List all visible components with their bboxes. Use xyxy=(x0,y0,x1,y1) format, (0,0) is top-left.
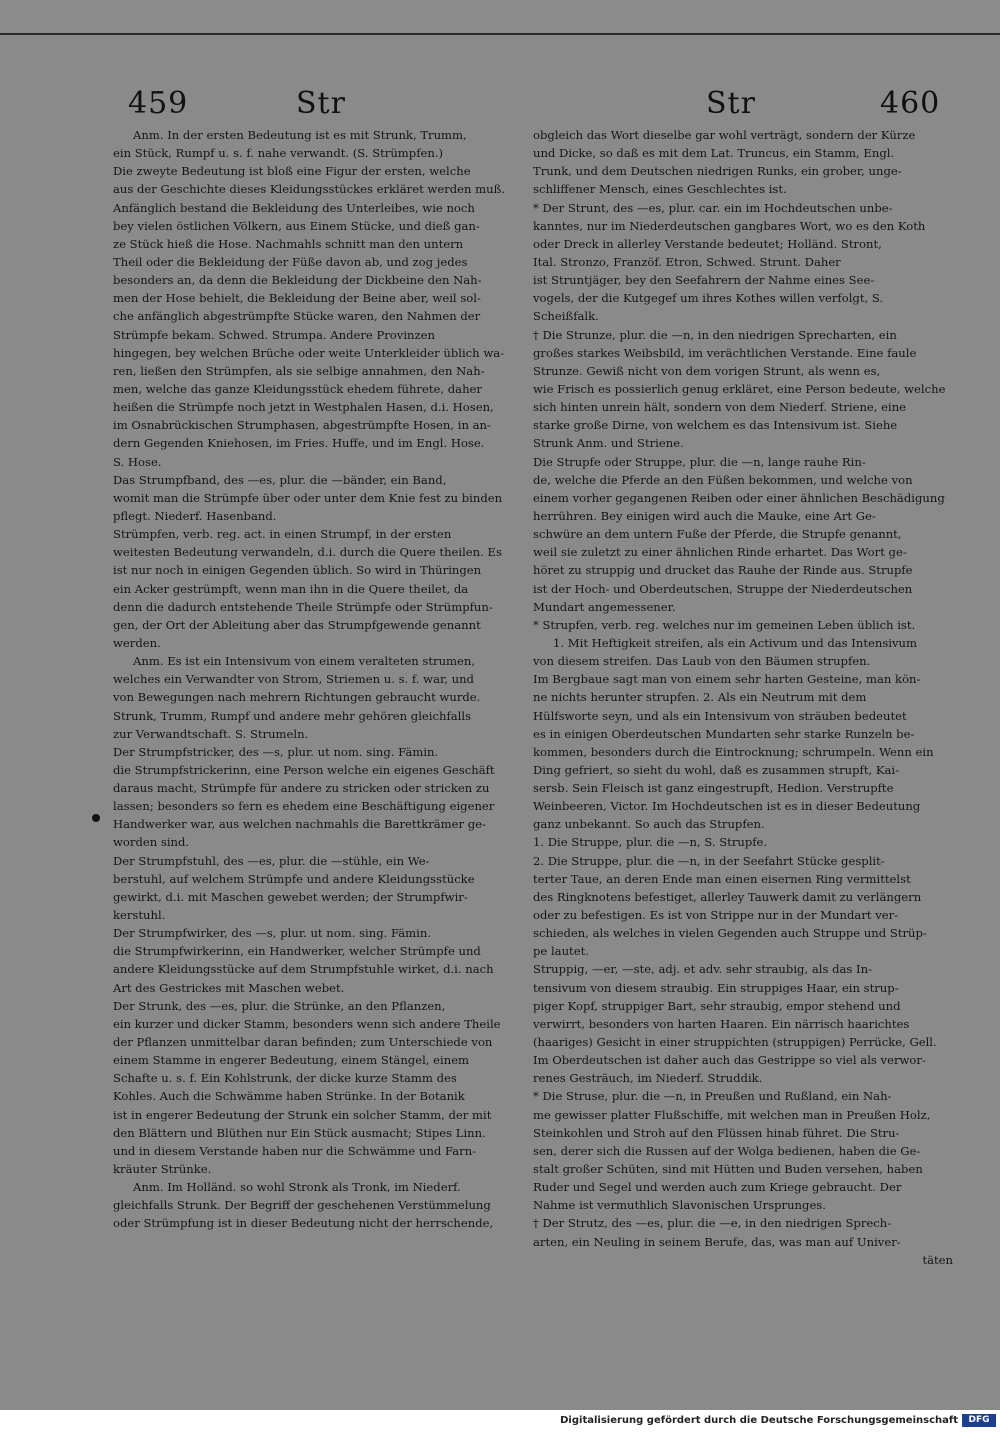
text-line: me gewisser platter Flußschiffe, mit welchen man in Preußen Holz, xyxy=(533,1107,931,1122)
text-line: schwüre an dem untern Fuße der Pferde, die Strupfe genannt, xyxy=(533,527,902,542)
text-line: im Osnabrückischen Strumphasen, abgestrümpfte Hosen, in an- xyxy=(113,418,491,433)
text-line: sersb. Sein Fleisch ist ganz eingestrupft, Hedion. Verstrupfte xyxy=(533,781,894,796)
text-line: † Die Strunze, plur. die —n, in den niedrigen Sprecharten, ein xyxy=(533,327,897,342)
header-word-left: Str xyxy=(296,86,346,121)
text-line: Theil oder die Bekleidung der Füße davon ab, und zog jedes xyxy=(113,254,468,269)
text-line: 2. Die Struppe, plur. die —n, in der Seefahrt Stücke gesplit- xyxy=(533,853,885,868)
text-line: Anm. Im Holländ. so wohl Stronk als Tronk, im Niederf. xyxy=(133,1180,461,1195)
text-line: kerstuhl. xyxy=(113,908,166,923)
page-number-right: 460 xyxy=(880,86,941,121)
text-line: renes Gesträuch, im Niederf. Struddik. xyxy=(533,1071,763,1086)
header-word-right: Str xyxy=(706,86,756,121)
funding-credit: Digitalisierung gefördert durch die Deutsche Forschungsgemeinschaft xyxy=(560,1415,958,1426)
text-line: piger Kopf, struppiger Bart, sehr straubig, empor stehend und xyxy=(533,998,901,1013)
text-line: pe lautet. xyxy=(533,944,589,959)
text-line: denn die dadurch entstehende Theile Strümpfe oder Strümpfun- xyxy=(113,599,493,614)
text-line: ist der Hoch- und Oberdeutschen, Struppe der Niederdeutschen xyxy=(533,581,913,596)
text-line: * Der Strunt, des —es, plur. car. ein im Hochdeutschen unbe- xyxy=(533,200,893,215)
text-line: Trunk, und dem Deutschen niedrigen Runks, ein grober, unge- xyxy=(533,164,902,179)
text-line: ren, ließen den Strümpfen, als sie selbige annahmen, den Nah- xyxy=(113,363,485,378)
text-line: 1. Mit Heftigkeit streifen, als ein Activum und das Intensivum xyxy=(553,635,917,650)
text-line: terter Taue, an deren Ende man einen eisernen Ring vermittelst xyxy=(533,871,911,886)
text-line: de, welche die Pferde an den Füßen bekommen, und welche von xyxy=(533,472,913,487)
text-line: von diesem streifen. Das Laub von den Bäumen strupfen. xyxy=(533,654,871,669)
text-line: aus der Geschichte dieses Kleidungsstückes erkläret werden muß. xyxy=(113,182,506,197)
page-edge-line xyxy=(0,33,1000,35)
text-line: men, welche das ganze Kleidungsstück ehedem führete, daher xyxy=(113,381,482,396)
text-line: * Strupfen, verb. reg. welches nur im gemeinen Leben üblich ist. xyxy=(533,617,916,632)
text-line: men der Hose behielt, die Bekleidung der Beine aber, weil sol- xyxy=(113,291,481,306)
text-line: oder Strümpfung ist in dieser Bedeutung nicht der herrschende, xyxy=(113,1216,494,1231)
text-line: Strümpfen, verb. reg. act. in einen Strumpf, in der ersten xyxy=(113,527,452,542)
text-line: oder zu befestigen. Es ist von Strippe nur in der Mundart ver- xyxy=(533,908,899,923)
text-line: berstuhl, auf welchem Strümpfe und andere Kleidungsstücke xyxy=(113,871,475,886)
text-line: des Ringknotens befestiget, allerley Tauwerk damit zu verlängern xyxy=(533,889,922,904)
margin-ink-mark xyxy=(92,814,100,822)
text-line: täten xyxy=(922,1252,953,1267)
right-column xyxy=(533,126,953,1269)
text-line: schieden, als welches in vielen Gegenden auch Struppe und Strüp- xyxy=(533,926,927,941)
text-line: gewirkt, d.i. mit Maschen gewebet werden; der Strumpfwir- xyxy=(113,889,468,904)
text-line: die Strumpfwirkerinn, ein Handwerker, welcher Strümpfe und xyxy=(113,944,481,959)
text-line: ganz unbekannt. So auch das Strupfen. xyxy=(533,817,765,832)
text-line: der Pflanzen unmittelbar daran befinden; zum Unterschiede von xyxy=(113,1035,493,1050)
text-line: ist Struntjäger, bey den Seefahrern der Nahme eines See- xyxy=(533,273,875,288)
text-line: (haariges) Gesicht in einer struppichten (struppigen) Perrücke, Gell. xyxy=(533,1035,937,1050)
text-line: einem vorher gegangenen Reiben oder einer ähnlichen Beschädigung xyxy=(533,490,945,505)
text-line: werden. xyxy=(113,635,161,650)
text-line: 1. Die Struppe, plur. die —n, S. Strupfe. xyxy=(533,835,768,850)
text-line: Scheißfalk. xyxy=(533,309,599,324)
text-line: bey vielen östlichen Völkern, aus Einem Stücke, und dieß gan- xyxy=(113,218,480,233)
text-line: Anfänglich bestand die Bekleidung des Unterleibes, wie noch xyxy=(113,200,475,215)
text-line: S. Hose. xyxy=(113,454,162,469)
text-line: Ding gefriert, so sieht du wohl, daß es zusammen strupft, Kai- xyxy=(533,762,900,777)
text-line: Ruder und Segel und werden auch zum Kriege gebraucht. Der xyxy=(533,1180,902,1195)
text-line: dern Gegenden Kniehosen, im Fries. Huffe, und im Engl. Hose. xyxy=(113,436,485,451)
text-line: Das Strumpfband, des —es, plur. die —bänder, ein Band, xyxy=(113,472,447,487)
text-line: Anm. Es ist ein Intensivum von einem veralteten strumen, xyxy=(133,654,476,669)
text-line: von Bewegungen nach mehrern Richtungen gebraucht wurde. xyxy=(113,690,481,705)
left-column xyxy=(113,126,523,1233)
text-line: verwirrt, besonders von harten Haaren. Ein närrisch haarichtes xyxy=(533,1016,910,1031)
text-line: Strunk Anm. und Striene. xyxy=(533,436,684,451)
text-line: gleichfalls Strunk. Der Begriff der geschehenen Verstümmelung xyxy=(113,1198,491,1213)
text-line: hingegen, bey welchen Brüche oder weite Unterkleider üblich wa- xyxy=(113,345,505,360)
text-line: daraus macht, Strümpfe für andere zu stricken oder stricken zu xyxy=(113,781,490,796)
text-line: † Der Strutz, des —es, plur. die —e, in den niedrigen Sprech- xyxy=(533,1216,892,1231)
text-line: die Strumpfstrickerinn, eine Person welche ein eigenes Geschäft xyxy=(113,762,495,777)
text-line: Art des Gestrickes mit Maschen webet. xyxy=(113,980,345,995)
text-line: Mundart angemessener. xyxy=(533,599,676,614)
text-line: ein Acker gestrümpft, wenn man ihn in die Quere theilet, da xyxy=(113,581,469,596)
text-line: womit man die Strümpfe über oder unter dem Knie fest zu binden xyxy=(113,490,503,505)
text-line: Der Strumpfstuhl, des —es, plur. die —stühle, ein We- xyxy=(113,853,430,868)
text-line: kommen, besonders durch die Eintrocknung; schrumpeln. Wenn ein xyxy=(533,744,934,759)
page-top-edge xyxy=(0,0,1000,30)
text-line: stalt großer Schüten, sind mit Hütten und Buden versehen, haben xyxy=(533,1162,923,1177)
text-line: großes starkes Weibsbild, im verächtlichen Verstande. Eine faule xyxy=(533,345,917,360)
text-line: vogels, der die Kutgegef um ihres Kothes willen verfolgt, S. xyxy=(533,291,884,306)
footer-bar xyxy=(0,1410,1000,1432)
text-line: heißen die Strümpfe noch jetzt in Westphalen Hasen, d.i. Hosen, xyxy=(113,400,494,415)
text-line: Der Strunk, des —es, plur. die Strünke, an den Pflanzen, xyxy=(113,998,446,1013)
text-line: Der Strumpfstricker, des —s, plur. ut nom. sing. Fämin. xyxy=(113,744,439,759)
text-line: Ital. Stronzo, Franzöf. Etron, Schwed. Strunt. Daher xyxy=(533,254,841,269)
text-line: höret zu struppig und drucket das Rauhe der Rinde aus. Strupfe xyxy=(533,563,913,578)
text-line: Struppig, —er, —ste, adj. et adv. sehr straubig, als das In- xyxy=(533,962,873,977)
text-line: ein kurzer und dicker Stamm, besonders wenn sich andere Theile xyxy=(113,1016,501,1031)
text-line: kanntes, nur im Niederdeutschen gangbares Wort, wo es den Koth xyxy=(533,218,926,233)
text-line: und in diesem Verstande haben nur die Schwämme und Farn- xyxy=(113,1143,477,1158)
text-line: worden sind. xyxy=(113,835,190,850)
text-line: Kohles. Auch die Schwämme haben Strünke. In der Botanik xyxy=(113,1089,465,1104)
text-line: Nahme ist vermuthlich Slavonischen Ursprunges. xyxy=(533,1198,826,1213)
text-line: sen, derer sich die Russen auf der Wolga bedienen, haben die Ge- xyxy=(533,1143,921,1158)
text-line: tensivum von diesem straubig. Ein struppiges Haar, ein strup- xyxy=(533,980,899,995)
text-line: ein Stück, Rumpf u. s. f. nahe verwandt. (S. Strümpfen.) xyxy=(113,146,444,161)
page-number-left: 459 xyxy=(128,86,189,121)
text-line: besonders an, da denn die Bekleidung der Dickbeine den Nah- xyxy=(113,273,482,288)
text-line: weitesten Bedeutung verwandeln, d.i. durch die Quere theilen. Es xyxy=(113,545,502,560)
text-line: ze Stück hieß die Hose. Nachmahls schnitt man den untern xyxy=(113,236,464,251)
text-line: ne nichts herunter strupfen. 2. Als ein Neutrum mit dem xyxy=(533,690,867,705)
text-line: oder Dreck in allerley Verstande bedeutet; Holländ. Stront, xyxy=(533,236,882,251)
text-line: den Blättern und Blüthen nur Ein Stück ausmacht; Stipes Linn. xyxy=(113,1125,486,1140)
text-line: ist in engerer Bedeutung der Strunk ein solcher Stamm, der mit xyxy=(113,1107,492,1122)
text-line: Strunze. Gewiß nicht von dem vorigen Strunt, als wenn es, xyxy=(533,363,881,378)
text-line: Die Strupfe oder Struppe, plur. die —n, lange rauhe Rin- xyxy=(533,454,866,469)
text-line: herrühren. Bey einigen wird auch die Mauke, eine Art Ge- xyxy=(533,508,876,523)
dfg-logo: DFG xyxy=(962,1414,996,1427)
text-line: es in einigen Oberdeutschen Mundarten sehr starke Runzeln be- xyxy=(533,726,915,741)
text-line: schliffener Mensch, eines Geschlechtes ist. xyxy=(533,182,787,197)
text-line: ist nur noch in einigen Gegenden üblich. So wird in Thüringen xyxy=(113,563,482,578)
text-line: kräuter Strünke. xyxy=(113,1162,212,1177)
text-line: Der Strumpfwirker, des —s, plur. ut nom. sing. Fämin. xyxy=(113,926,432,941)
text-line: Anm. In der ersten Bedeutung ist es mit Strunk, Trumm, xyxy=(133,128,467,142)
text-line: zur Verwandtschaft. S. Strumeln. xyxy=(113,726,309,741)
text-line: weil sie zuletzt zu einer ähnlichen Rinde erhartet. Das Wort ge- xyxy=(533,545,907,560)
text-line: Strümpfe bekam. Schwed. Strumpa. Andere Provinzen xyxy=(113,327,435,342)
text-line: andere Kleidungsstücke auf dem Strumpfstuhle wirket, d.i. nach xyxy=(113,962,494,977)
text-line: Im Bergbaue sagt man von einem sehr harten Gesteine, man kön- xyxy=(533,672,921,687)
text-line: und Dicke, so daß es mit dem Lat. Truncus, ein Stamm, Engl. xyxy=(533,146,895,161)
text-line: Strunk, Trumm, Rumpf und andere mehr gehören gleichfalls xyxy=(113,708,472,723)
text-line: Die zweyte Bedeutung ist bloß eine Figur der ersten, welche xyxy=(113,164,471,179)
text-line: pflegt. Niederf. Hasenband. xyxy=(113,508,277,523)
text-line: Handwerker war, aus welchen nachmahls die Barettkrämer ge- xyxy=(113,817,486,832)
text-line: lassen; besonders so fern es ehedem eine Beschäftigung eigener xyxy=(113,799,495,814)
text-line: sich hinten unrein hält, sondern von dem Niederf. Striene, eine xyxy=(533,400,907,415)
text-line: Weinbeeren, Victor. Im Hochdeutschen ist es in dieser Bedeutung xyxy=(533,799,921,814)
text-line: Hülfsworte seyn, und als ein Intensivum von sträuben bedeutet xyxy=(533,708,907,723)
text-line: Im Oberdeutschen ist daher auch das Gestrippe so viel als verwor- xyxy=(533,1053,926,1068)
text-line: welches ein Verwandter von Strom, Striemen u. s. f. war, und xyxy=(113,672,474,687)
text-line: gen, der Ort der Ableitung aber das Strumpfgewende genannt xyxy=(113,617,481,632)
text-line: einem Stamme in engerer Bedeutung, einem Stängel, einem xyxy=(113,1053,470,1068)
text-line: arten, ein Neuling in seinem Berufe, das, was man auf Univer- xyxy=(533,1234,901,1249)
text-line: Schafte u. s. f. Ein Kohlstrunk, der dicke kurze Stamm des xyxy=(113,1071,457,1086)
text-line: starke große Dirne, von welchem es das Intensivum ist. Siehe xyxy=(533,418,898,433)
text-line: wie Frisch es possierlich genug erkläret, eine Person bedeute, welche xyxy=(533,381,946,396)
text-line: obgleich das Wort dieselbe gar wohl verträgt, sondern der Kürze xyxy=(533,128,916,142)
text-line: che anfänglich abgestrümpfte Stücke waren, den Nahmen der xyxy=(113,309,481,324)
text-line: * Die Struse, plur. die —n, in Preußen und Rußland, ein Nah- xyxy=(533,1089,892,1104)
text-line: Steinkohlen und Stroh auf den Flüssen hinab führet. Die Stru- xyxy=(533,1125,900,1140)
